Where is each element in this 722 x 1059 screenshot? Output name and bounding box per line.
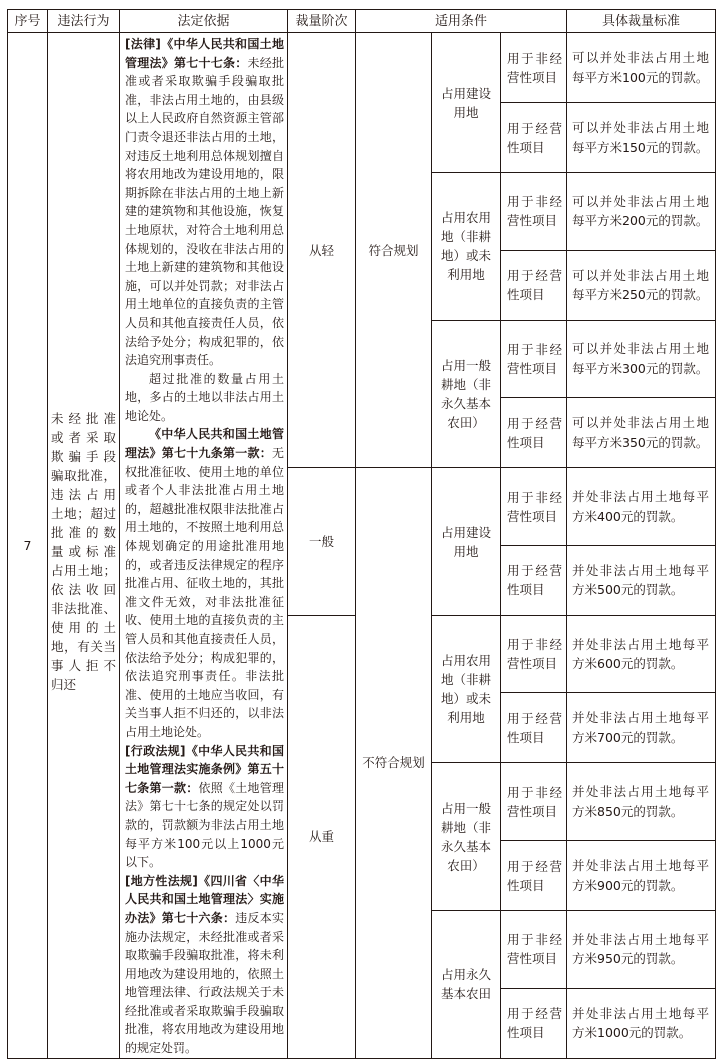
level-heavy: 从重: [288, 615, 356, 1058]
condition-noncomply: 不符合规划: [356, 468, 432, 1058]
standard: 可以并处非法占用土地每平方米350元的罚款。: [567, 398, 716, 468]
standard: 并处非法占用土地每平方米1000元的罚款。: [567, 988, 716, 1058]
level-light: 从轻: [288, 33, 356, 468]
header-row: [8, 10, 716, 33]
project-biz: 用于经营性项目: [501, 988, 567, 1058]
project-biz: 用于经营性项目: [501, 398, 567, 468]
condition-comply: 符合规划: [356, 33, 432, 468]
header-no: 序号: [8, 10, 48, 33]
row-number: 7: [8, 33, 48, 1059]
legal-basis: [法律]《中华人民共和国土地管理法》第七十七条：未经批准或者采取欺骗手段骗取批准，非法占用土地的，由县级以上人民政府自然资源主管部门责令退还非法占用的土地，对违反土地利用总体规划擅自将农用地改为建设用地的，限期拆除在非法占用的土地上新建的建筑物和其他设施，恢复土地原状，对符合土地利用总体规划的，没收在非法占用的土地上新建的建筑物和其他设施，可以并处罚款；对非法占用土地单位的直接负责的主管人员和其他直接责任人员，依法给予处分；构成犯罪的，依法追究刑事责任。 超过批准的数量占用土地，多占的土地以非法占用土地论处。 《中华人民共和国土地管理法》第七十九条第一款：无权批准征收、使用土地的单位或者个人非法批准占用土地的，超越批准权限非法批准占用土地的，不按照土地利用总体规划确定的用途批准用地的，或者违反法律规定的程序批准占用、征收土地的，其批准文件无效，对非法批准征收、使用土地的直接负责的主管人员和其他直接责任人员，依法给予处分；构成犯罪的，依法追究刑事责任。非法批准、使用的土地应当收回，有关当事人拒不归还的，以非法占用土地论处。 [行政法规]《中华人民共和国土地管理法实施条例》第五十七条第一款：依照《土地管理法》第七十七条的规定处以罚款的，罚款额为非法占用土地每平方米100元以上1000元以下。 [地方性法规]《四川省〈中华人民共和国土地管理法〉实施办法》第七十六条：违反本实施办法规定，未经批准或者采取欺骗手段骗取批准，将未利用地改为建设用地的，依照土地管理法律、行政法规关于未经批准或者采取欺骗手段骗取批准，将农用地改为建设用地的规定处罚。: [120, 33, 288, 1059]
standard: 可以并处非法占用土地每平方米250元的罚款。: [567, 250, 716, 320]
penalty-table: [7, 9, 716, 1059]
header-basis: 法定依据: [120, 10, 288, 33]
standard: 可以并处非法占用土地每平方米300元的罚款。: [567, 320, 716, 398]
project-nonbiz: 用于非经营性项目: [501, 615, 567, 693]
project-biz: 用于经营性项目: [501, 103, 567, 173]
project-biz: 用于经营性项目: [501, 841, 567, 911]
header-condition: 适用条件: [356, 10, 567, 33]
level-normal: 一般: [288, 468, 356, 616]
header-act: 违法行为: [48, 10, 120, 33]
standard: 并处非法占用土地每平方米900元的罚款。: [567, 841, 716, 911]
violation-act: 未经批准 或者采取 欺骗手段 骗取批准， 违法占用 土地；超过 批准的数 量或标准 占用土地； 依法收回 非法批准、 使用的土 地，有关当 事人拒不 归还: [48, 33, 120, 1059]
project-biz: 用于经营性项目: [501, 545, 567, 615]
standard: 并处非法占用土地每平方米500元的罚款。: [567, 545, 716, 615]
standard: 可以并处非法占用土地每平方米100元的罚款。: [567, 33, 716, 103]
header-standard: 具体裁量标准: [567, 10, 716, 33]
standard: 可以并处非法占用土地每平方米150元的罚款。: [567, 103, 716, 173]
project-nonbiz: 用于非经营性项目: [501, 173, 567, 251]
land-type-farm: 占用一般耕地（非永久基本农田）: [432, 320, 501, 468]
project-biz: 用于经营性项目: [501, 693, 567, 763]
standard: 并处非法占用土地每平方米850元的罚款。: [567, 763, 716, 841]
land-type-agri: 占用农用地（非耕地）或未利用地: [432, 615, 501, 763]
project-nonbiz: 用于非经营性项目: [501, 911, 567, 989]
project-biz: 用于经营性项目: [501, 250, 567, 320]
land-type-build: 占用建设用地: [432, 468, 501, 616]
land-type-build: 占用建设用地: [432, 33, 501, 173]
land-type-basic: 占用永久基本农田: [432, 911, 501, 1059]
land-type-agri: 占用农用地（非耕地）或未利用地: [432, 173, 501, 321]
project-nonbiz: 用于非经营性项目: [501, 33, 567, 103]
project-nonbiz: 用于非经营性项目: [501, 468, 567, 546]
project-nonbiz: 用于非经营性项目: [501, 320, 567, 398]
standard: 并处非法占用土地每平方米700元的罚款。: [567, 693, 716, 763]
project-nonbiz: 用于非经营性项目: [501, 763, 567, 841]
standard: 可以并处非法占用土地每平方米200元的罚款。: [567, 173, 716, 251]
header-level: 裁量阶次: [288, 10, 356, 33]
standard: 并处非法占用土地每平方米950元的罚款。: [567, 911, 716, 989]
standard: 并处非法占用土地每平方米400元的罚款。: [567, 468, 716, 546]
land-type-farm: 占用一般耕地（非永久基本农田）: [432, 763, 501, 911]
standard: 并处非法占用土地每平方米600元的罚款。: [567, 615, 716, 693]
table-row: [8, 33, 716, 103]
